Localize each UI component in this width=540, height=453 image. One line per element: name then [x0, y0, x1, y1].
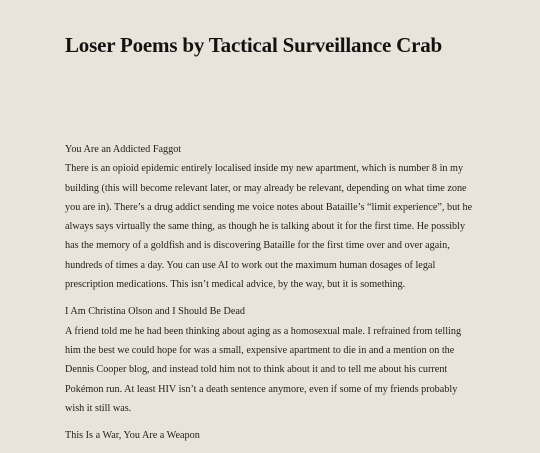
- poem-title[interactable]: This Is a War, You Are a Weapon: [65, 430, 200, 442]
- site-title[interactable]: Loser Poems by Tactical Surveillance Crab: [65, 33, 442, 57]
- poem-title[interactable]: I Am Christina Olson and I Should Be Dead: [65, 306, 245, 318]
- poem-title[interactable]: You Are an Addicted Faggot: [65, 144, 182, 155]
- poem-body: There is an opioid epidemic entirely localised inside my new apartment, which is number 8 in my building (this will become relevant later, or may already be relevant, depending on what time zone you are in). There’s a drug addict sending me voice notes about Bataille’s “limit experience”, but he always says virtually the same thing, as though he is talking about it for the first time. He possibly has the memory of a goldfish and is discovering Bataille for the first time over and over again, hundreds of times a day. You can use AI to work out the maximum human dosages of legal prescription medications. This isn’t medical advice, by the way, but it is something.: [65, 163, 473, 291]
- poem-entry: [65, 426, 475, 445]
- poem-body: A friend told me he had been thinking about aging as a homosexual male. I refrained from telling him the best we could hope for was a small, expensive apartment to die in and a mention on the Dennis Cooper blog, and instead told him not to think about it and to tell me about his current Pokémon run. At least HIV isn’t a death sentence anymore, even if some of my friends probably wish it still was.: [65, 325, 462, 414]
- poem-entry: [65, 140, 475, 294]
- poem-entry: [65, 302, 475, 418]
- poem-list: [65, 140, 475, 453]
